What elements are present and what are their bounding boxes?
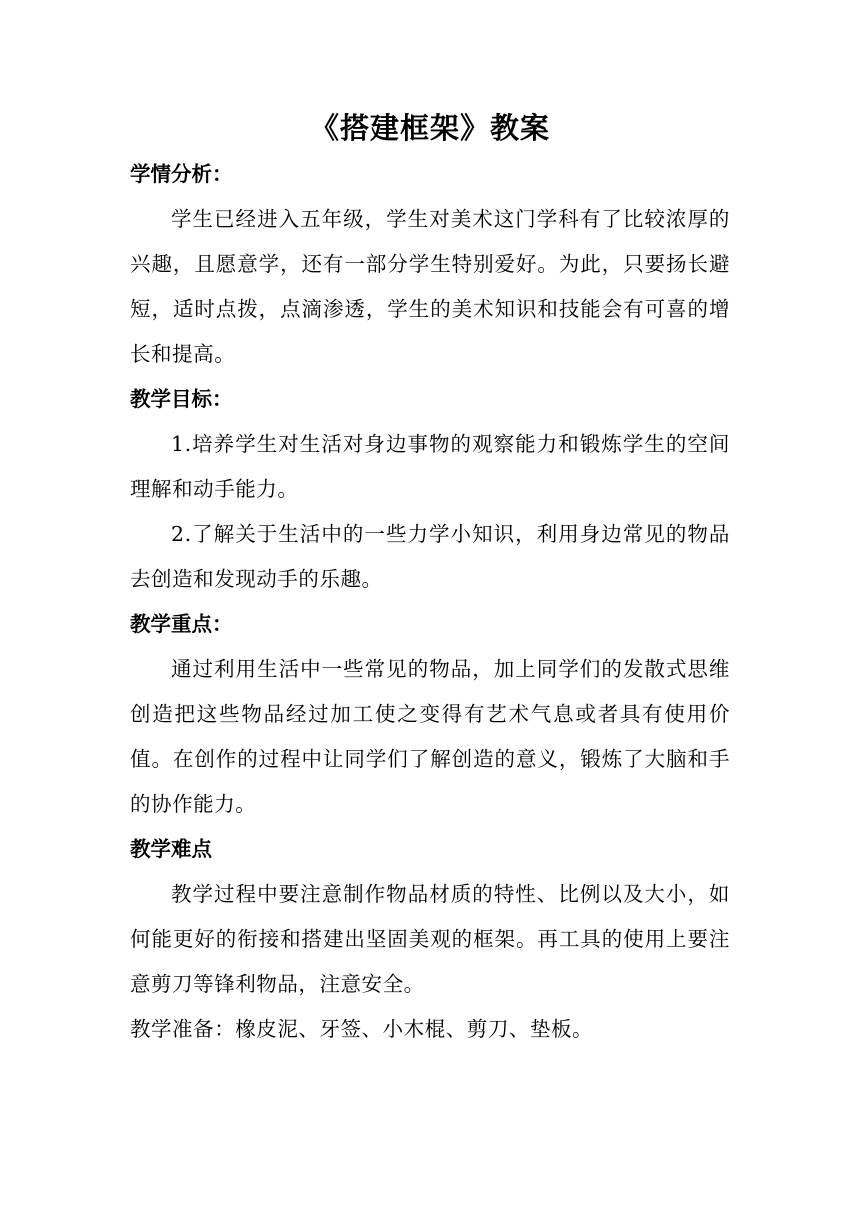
section-heading: 教学难点 xyxy=(130,837,212,861)
section-learning-analysis xyxy=(130,152,730,377)
section-paragraph: 1.培养学生对生活对身边事物的观察能力和锻炼学生的空间理解和动手能力。 xyxy=(130,432,730,501)
section-key-points xyxy=(130,602,730,827)
section-paragraph: 通过利用生活中一些常见的物品，加上同学们的发散式思维创造把这些物品经过加工使之变得有艺术气息或者具有使用价值。在创作的过程中让同学们了解创造的意义，锻炼了大脑和手的协作能力。 xyxy=(130,657,730,816)
lesson-plan-page xyxy=(130,104,730,1052)
section-difficulties xyxy=(130,827,730,1007)
section-paragraph: 教学过程中要注意制作物品材质的特性、比例以及大小，如何能更好的衔接和搭建出坚固美观的框架。再工具的使用上要注意剪刀等锋利物品，注意安全。 xyxy=(130,882,730,996)
section-heading: 教学目标： xyxy=(130,387,233,411)
section-heading: 教学重点： xyxy=(130,612,233,636)
section-teaching-goals xyxy=(130,377,730,602)
section-paragraph: 学生已经进入五年级，学生对美术这门学科有了比较浓厚的兴趣，且愿意学，还有一部分学生特别爱好。为此，只要扬长避短，适时点拨，点滴渗透，学生的美术知识和技能会有可喜的增长和提高。 xyxy=(130,207,730,366)
section-heading: 学情分析： xyxy=(130,162,233,186)
teaching-preparation: 教学准备：橡皮泥、牙签、小木棍、剪刀、垫板。 xyxy=(130,1017,594,1041)
section-paragraph: 2.了解关于生活中的一些力学小知识，利用身边常见的物品去创造和发现动手的乐趣。 xyxy=(130,522,730,591)
document-title: 《搭建框架》教案 xyxy=(309,111,550,145)
